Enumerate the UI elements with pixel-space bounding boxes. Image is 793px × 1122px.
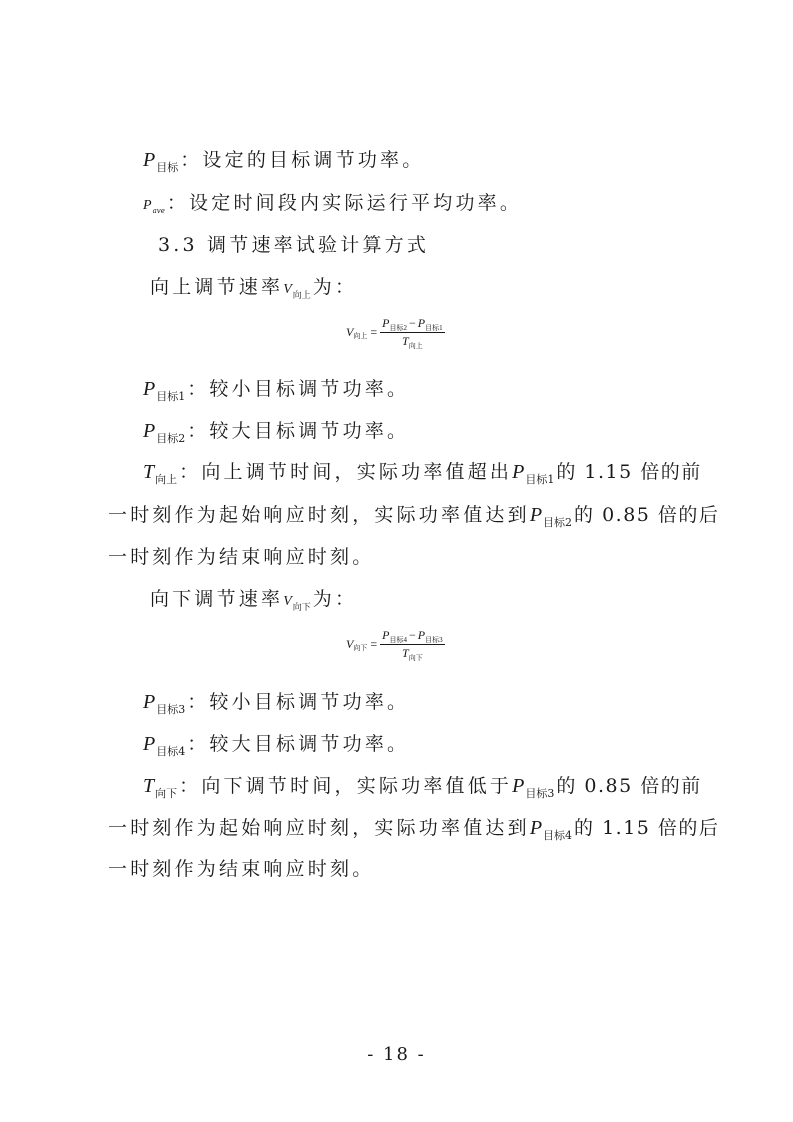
formula-up [346,316,445,349]
definition-text: ：设定的目标调节功率。 [180,149,425,171]
def-t-down-line1 [143,774,702,801]
def-t-up-line3: 一时刻作为结束响应时刻。 [108,546,375,568]
def-t-up-line1 [143,460,702,487]
up-rate-intro [150,275,357,303]
num-a-sub: 目标2 [389,324,407,332]
section-heading: 3.3 调节速率试验计算方式 [158,234,430,256]
equals-sign: = [370,637,378,651]
symbol-p: P [143,198,152,213]
symbol-t: T [143,775,155,797]
den-sub: 向上 [408,342,423,350]
fraction [380,316,444,349]
symbol-p: P [143,733,156,755]
def-p-target2 [143,419,409,446]
formula-down [346,628,445,661]
symbol-v: V [283,282,292,297]
subscript: 向下 [155,787,178,800]
subscript: 目标4 [543,829,573,842]
formula-lhs-sub: 向下 [353,643,368,652]
intro-text: 为： [312,588,358,610]
den: T [402,334,409,348]
down-rate-intro [150,587,357,615]
subscript: 向上 [292,291,311,301]
def-t-down-line2 [108,816,719,843]
intro-text: 向上调节速率 [150,276,284,298]
numerator [380,628,444,645]
denominator [402,333,423,349]
def-t-down-line3: 一时刻作为结束响应时刻。 [108,858,375,880]
symbol-p: P [143,378,156,400]
fraction [380,628,444,661]
num-a: P [382,628,390,642]
symbol-v: V [283,594,292,609]
def-p-ave [143,191,522,219]
definition-text: 的 1.15 倍的后 [574,817,720,839]
definition-text: 的 0.85 倍的前 [556,775,702,797]
definition-text: 的 1.15 倍的前 [556,461,702,483]
denominator [402,645,423,661]
equals-sign: = [370,325,378,339]
definition-text: ：较小目标调节功率。 [187,378,410,400]
minus-sign: − [408,316,416,330]
symbol-p: P [143,420,156,442]
subscript: 目标3 [156,703,186,716]
num-a-sub: 目标4 [389,636,407,644]
subscript: 目标4 [156,745,186,758]
def-p-target1 [143,377,409,404]
def-t-up-line2 [108,503,719,530]
formula-lhs: V [346,325,354,339]
den: T [402,646,409,660]
subscript: 目标1 [156,390,186,403]
den-sub: 向下 [408,654,423,662]
intro-text: 为： [312,276,358,298]
formula-lhs: V [346,637,354,651]
definition-text: ：设定时间段内实际运行平均功率。 [166,192,523,214]
definition-text: ：较大目标调节功率。 [187,420,410,442]
definition-text: ：向下调节时间，实际功率值低于 [179,775,513,797]
subscript: 目标3 [525,787,555,800]
subscript: 目标2 [156,432,186,445]
definition-text: ：较小目标调节功率。 [187,691,410,713]
definition-text: ：较大目标调节功率。 [187,733,410,755]
definition-text: 的 0.85 倍的后 [574,504,720,526]
subscript: ave [152,207,165,215]
num-b: P [417,628,426,642]
def-p-target3 [143,690,409,717]
symbol-p: P [529,504,543,526]
definition-text: ：向上调节时间，实际功率值超出 [179,461,513,483]
subscript: 目标 [156,161,179,174]
numerator [380,316,444,333]
subscript: 向上 [155,473,178,486]
def-p-target4 [143,732,409,759]
num-b: P [417,316,426,330]
formula-lhs-sub: 向上 [353,331,368,340]
symbol-p: P [143,149,156,171]
num-a: P [382,316,390,330]
subscript: 目标2 [543,516,573,529]
num-b-sub: 目标3 [425,636,443,644]
symbol-t: T [143,461,155,483]
symbol-p: P [512,775,525,797]
symbol-p: P [512,461,525,483]
page-number: - 18 - [367,1044,426,1065]
minus-sign: − [408,628,416,642]
symbol-p: P [529,817,543,839]
subscript: 向下 [292,603,311,613]
num-b-sub: 目标1 [425,324,443,332]
subscript: 目标1 [525,473,555,486]
definition-text: 一时刻作为起始响应时刻，实际功率值达到 [108,817,530,839]
def-p-target [143,148,424,175]
symbol-p: P [143,691,156,713]
intro-text: 向下调节速率 [150,588,284,610]
definition-text: 一时刻作为起始响应时刻，实际功率值达到 [108,504,530,526]
